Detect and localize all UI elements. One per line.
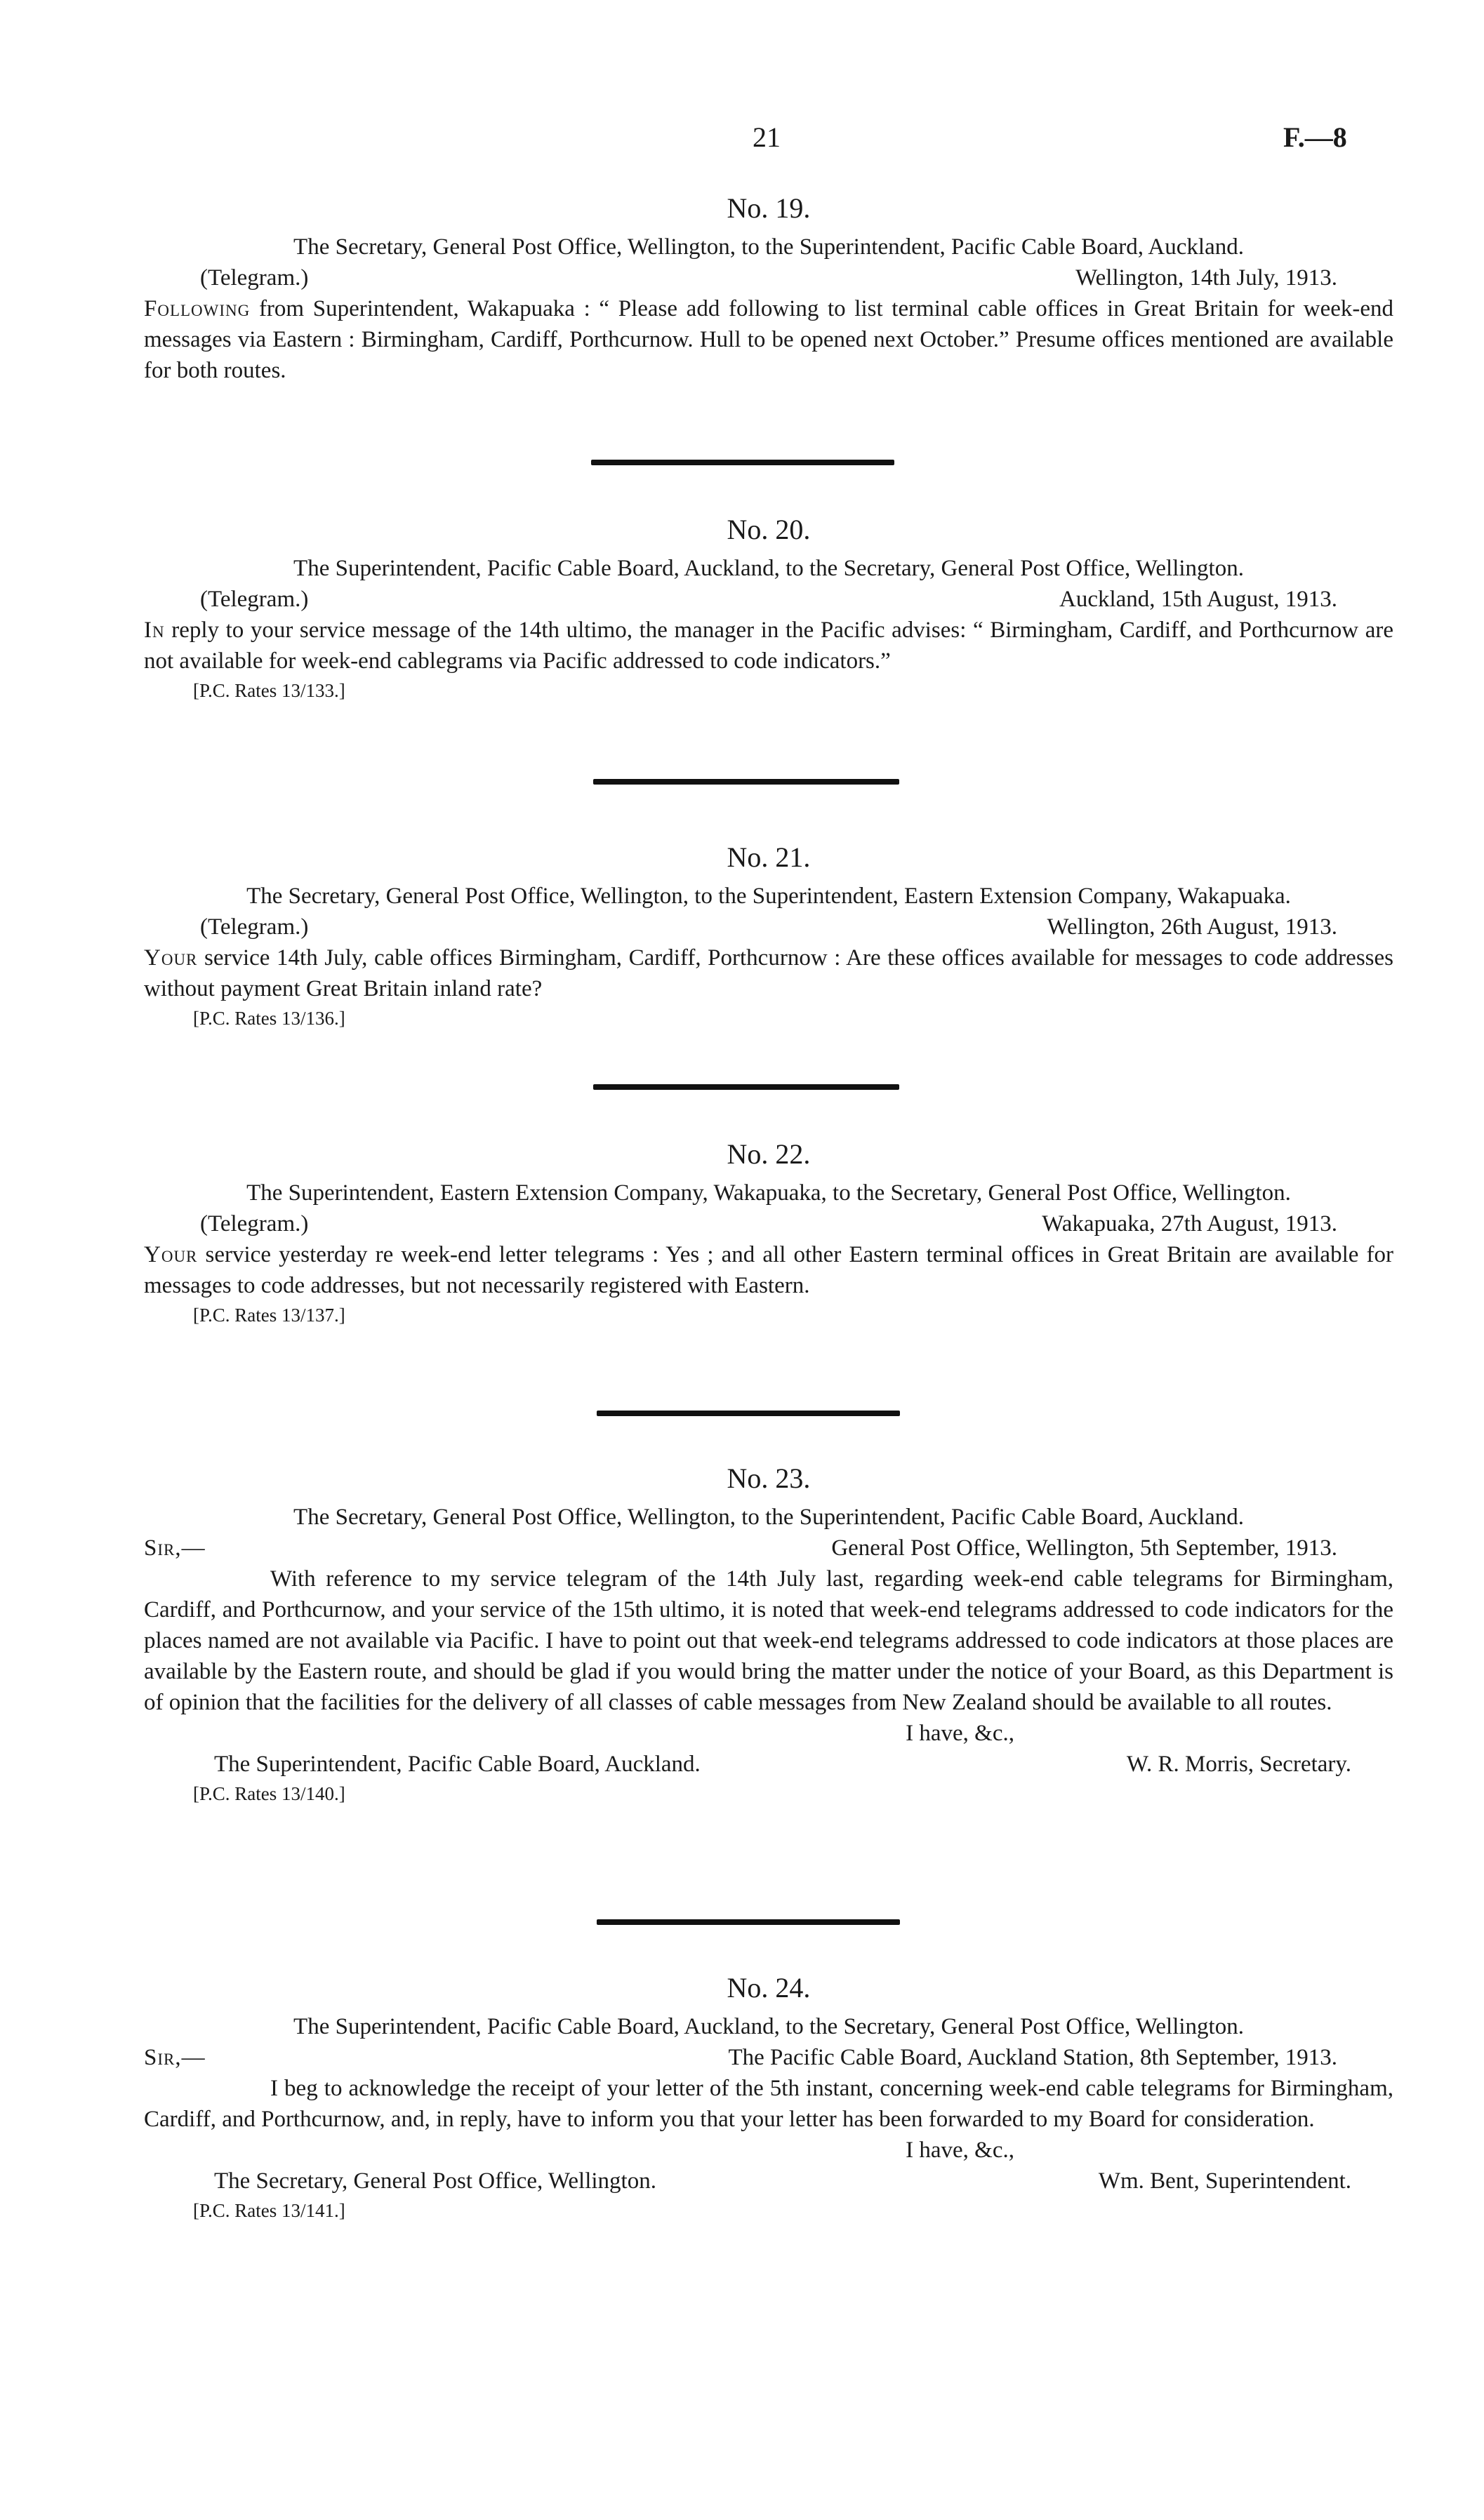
message-date: Wellington, 14th July, 1913. <box>1075 265 1337 291</box>
section-heading: The Secretary, General Post Office, Wellington, to the Superintendent, Eastern Extension Company, Wakapuaka. <box>246 884 1291 909</box>
section-no-19 <box>144 189 1393 386</box>
section-number: No. 22. <box>727 1138 811 1170</box>
section-number: No. 19. <box>727 192 811 224</box>
section-no-20 <box>144 511 1393 705</box>
file-reference: [P.C. Rates 13/137.] <box>193 1305 345 1326</box>
message-body: Following from Superintendent, Wakapuaka : “ Please add following to list terminal cable offices in Great Britain for week-end messages via Eastern : Birmingham, Cardiff, Porthcurnow. Hull to be opened next October.” Presume offices mentioned are available for both routes. <box>144 296 1394 383</box>
section-divider <box>593 779 899 785</box>
file-reference: [P.C. Rates 13/141.] <box>193 2200 345 2221</box>
section-divider <box>597 1919 900 1925</box>
section-no-23 <box>144 1460 1393 1808</box>
section-heading: The Superintendent, Eastern Extension Company, Wakapuaka, to the Secretary, General Post Office, Wellington. <box>246 1180 1291 1206</box>
letter-body: I beg to acknowledge the receipt of your letter of the 5th instant, concerning week-end cable telegrams for Birmingham, Cardiff, and Porthcurnow, and, in reply, have to inform you that your letter has been forwarded to my Board for consideration. <box>144 2076 1393 2132</box>
file-reference: [P.C. Rates 13/140.] <box>193 1783 345 1804</box>
section-number: No. 23. <box>727 1462 811 1494</box>
complimentary-close: I have, &c., <box>906 1721 1014 1746</box>
section-heading: The Secretary, General Post Office, Wellington, to the Superintendent, Pacific Cable Board, Auckland. <box>293 1505 1244 1530</box>
section-no-21 <box>144 839 1393 1032</box>
message-body: Your service 14th July, cable offices Birmingham, Cardiff, Porthcurnow : Are these offices available for messages to code addresses without payment Great Britain inland rate? <box>144 945 1393 1001</box>
letter-date: The Pacific Cable Board, Auckland Station, 8th September, 1913. <box>728 2045 1337 2070</box>
letter-body: With reference to my service telegram of the 14th July last, regarding week-end cable telegrams for Birmingham, Cardiff, and Porthcurnow, and your service of the 15th ultimo, it is noted that week-end telegrams addressed to code indicators for the places named are not available via Pacific. I have to point out that week-end telegrams addressed to code indicators at those places are available by the Eastern route, and should be glad if you would bring the matter under the notice of your Board, as this Department is of opinion that the facilities for the delivery of all classes of cable messages from New Zealand should be available to all routes. <box>144 1566 1393 1715</box>
section-divider <box>593 1084 899 1090</box>
section-divider <box>591 460 894 465</box>
salutation: Sir,— <box>144 2045 206 2070</box>
section-number: No. 20. <box>727 514 811 545</box>
addressee: The Superintendent, Pacific Cable Board, Auckland. <box>214 1752 701 1777</box>
complimentary-close: I have, &c., <box>906 2138 1014 2163</box>
message-body: Your service yesterday re week-end letter telegrams : Yes ; and all other Eastern terminal offices in Great Britain are available for messages to code addresses, but not necessarily registered with Eastern. <box>144 1242 1393 1298</box>
message-type: (Telegram.) <box>200 265 309 291</box>
message-type: (Telegram.) <box>200 587 309 612</box>
message-type: (Telegram.) <box>200 1211 309 1236</box>
section-divider <box>597 1411 900 1416</box>
message-date: Wakapuaka, 27th August, 1913. <box>1042 1211 1337 1236</box>
message-date: Wellington, 26th August, 1913. <box>1047 914 1337 940</box>
letter-date: General Post Office, Wellington, 5th September, 1913. <box>831 1535 1337 1561</box>
message-body: In reply to your service message of the 14th ultimo, the manager in the Pacific advises: “ Birmingham, Cardiff, and Porthcurnow are not available for week-end cablegrams via Pacific addressed to code indicators.” <box>144 618 1393 674</box>
section-no-22 <box>144 1135 1393 1329</box>
message-date: Auckland, 15th August, 1913. <box>1059 587 1337 612</box>
section-heading: The Superintendent, Pacific Cable Board, Auckland, to the Secretary, General Post Office, Wellington. <box>293 556 1244 581</box>
signature: Wm. Bent, Superintendent. <box>1098 2168 1351 2194</box>
file-reference: [P.C. Rates 13/133.] <box>193 680 345 701</box>
salutation: Sir,— <box>144 1535 206 1561</box>
section-number: No. 24. <box>727 1972 811 2004</box>
page-number: 21 <box>753 121 781 153</box>
signature: W. R. Morris, Secretary. <box>1126 1752 1351 1777</box>
file-reference: [P.C. Rates 13/136.] <box>193 1008 345 1029</box>
section-heading: The Superintendent, Pacific Cable Board, Auckland, to the Secretary, General Post Office, Wellington. <box>293 2014 1244 2039</box>
section-heading: The Secretary, General Post Office, Wellington, to the Superintendent, Pacific Cable Board, Auckland. <box>293 234 1244 260</box>
section-no-24 <box>144 1969 1393 2225</box>
addressee: The Secretary, General Post Office, Wellington. <box>214 2168 656 2194</box>
parliamentary-paper-ref: F.—8 <box>1283 121 1347 153</box>
section-number: No. 21. <box>727 841 811 873</box>
message-type: (Telegram.) <box>200 914 309 940</box>
